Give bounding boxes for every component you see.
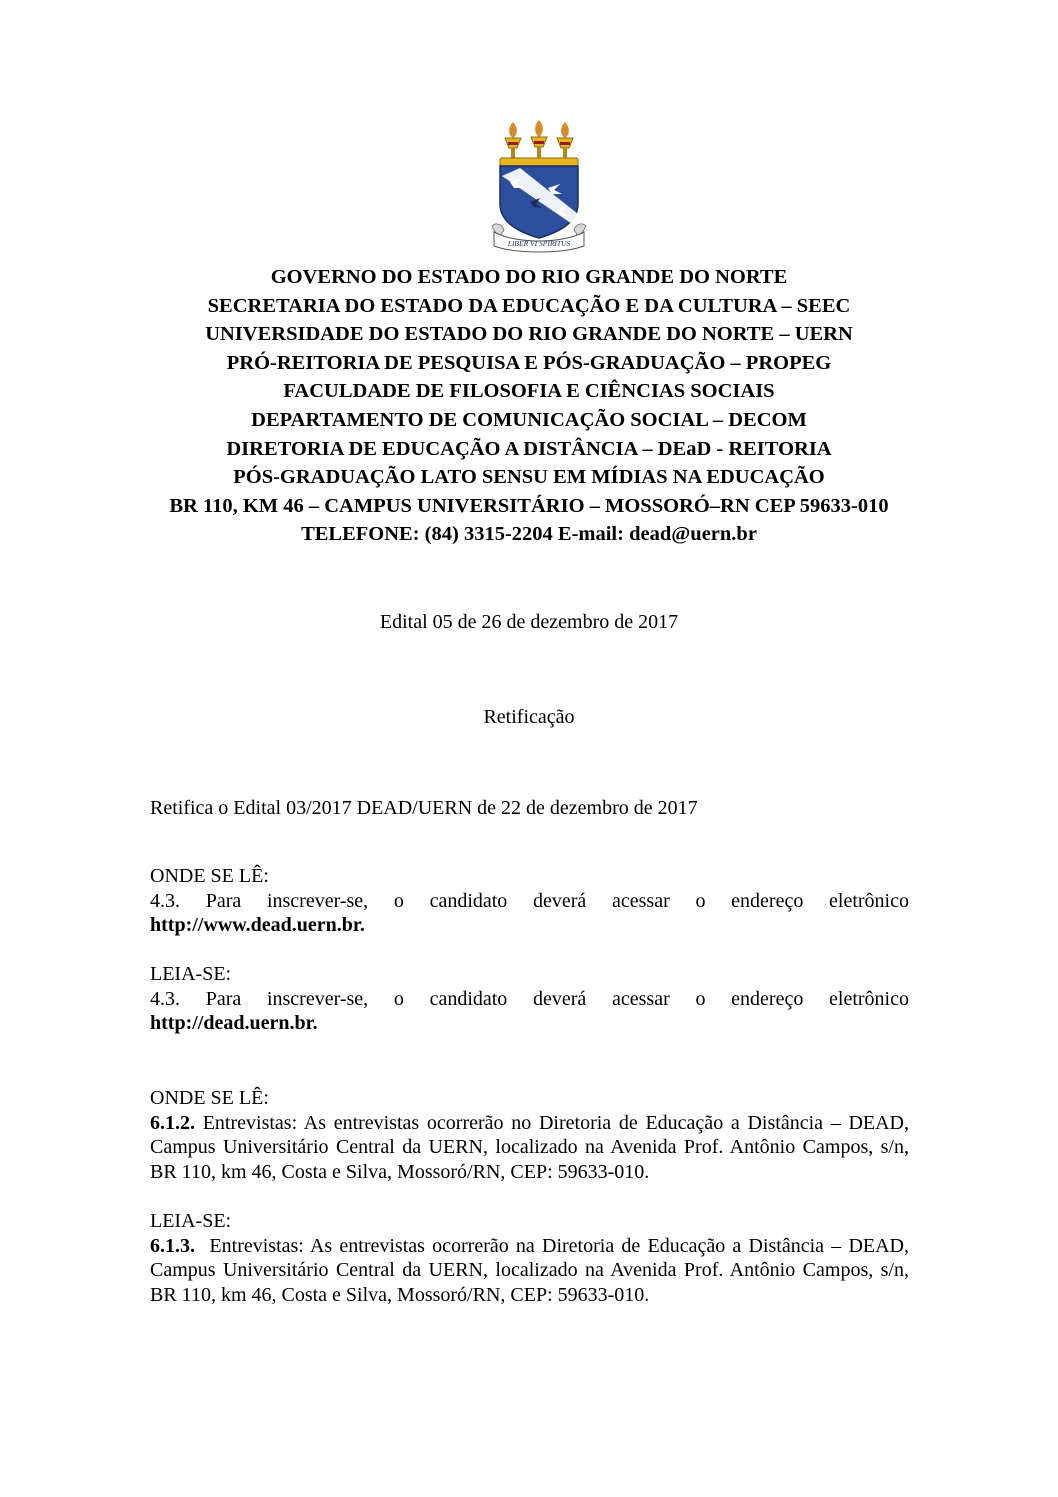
header-line-pro-rectory: PRÓ-REITORIA DE PESQUISA E PÓS-GRADUAÇÃO – PROPEG (226, 351, 832, 374)
new-url[interactable]: http://dead.uern.br. (150, 1012, 318, 1034)
document-title: Retificação (483, 706, 575, 728)
edital-heading: Edital 05 de 26 de dezembro de 2017 (379, 611, 679, 633)
clause-text: Entrevistas: As entrevistas ocorrerão na Diretoria de Educação a Distância – DEAD, Campus Universitário Central da UERN, localizado na Avenida Prof. Antônio Campos, s/n, BR 110, km 46, Costa e Silva, Mossoró/RN, CEP: 59633-010. (150, 1234, 909, 1306)
old-url[interactable]: http://www.dead.uern.br. (150, 914, 365, 936)
clause-paragraph (150, 1234, 909, 1308)
header-line-secretariat: SECRETARIA DO ESTADO DA EDUCAÇÃO E DA CULTURA – SEEC (207, 294, 851, 317)
header-line-program: PÓS-GRADUAÇÃO LATO SENSU EM MÍDIAS NA EDUCAÇÃO (233, 466, 825, 489)
header-line-contact: TELEFONE: (84) 3315-2204 E-mail: dead@uern.br (301, 523, 757, 546)
leia-se-label: LEIA-SE: (150, 963, 232, 985)
section-1-onde (150, 864, 909, 938)
crest-motto-text: LIBER VI SPIRITUS (507, 239, 571, 248)
header-line-government: GOVERNO DO ESTADO DO RIO GRANDE DO NORTE (270, 266, 788, 288)
onde-se-le-label: ONDE SE LÊ: (150, 1087, 269, 1109)
clause-text: 4.3. Para inscrever-se, o candidato deverá acessar o endereço eletrônico (150, 889, 909, 912)
header-line-department: DEPARTAMENTO DE COMUNICAÇÃO SOCIAL – DECOM (251, 408, 807, 431)
clause-number: 6.1.2. (150, 1111, 195, 1134)
section-2-leia (150, 1209, 909, 1307)
clause-text: 4.3. Para inscrever-se, o candidato deverá acessar o endereço eletrônico (150, 987, 909, 1010)
section-1-leia (150, 962, 909, 1036)
clause-number: 6.1.3. (150, 1234, 195, 1257)
section-2-onde (150, 1086, 909, 1184)
leia-se-label: LEIA-SE: (150, 1210, 232, 1232)
header-line-address: BR 110, KM 46 – CAMPUS UNIVERSITÁRIO – MOSSORÓ–RN CEP 59633-010 (169, 494, 889, 517)
header-line-university: UNIVERSIDADE DO ESTADO DO RIO GRANDE DO NORTE – UERN (205, 323, 853, 346)
header-line-faculty: FACULDADE DE FILOSOFIA E CIÊNCIAS SOCIAIS (283, 380, 775, 403)
crest-motto (486, 118, 592, 254)
clause-text: Entrevistas: As entrevistas ocorrerão no Diretoria de Educação a Distância – DEAD, Campus Universitário Central da UERN, localizado na Avenida Prof. Antônio Campos, s/n, BR 110, km 46, Costa e Silva, Mossoró/RN, CEP: 59633-010. (150, 1111, 909, 1183)
onde-se-le-label: ONDE SE LÊ: (150, 865, 269, 887)
clause-paragraph (150, 1111, 909, 1185)
intro-paragraph: Retifica o Edital 03/2017 DEAD/UERN de 22 de dezembro de 2017 (150, 797, 698, 819)
institution-header (120, 263, 938, 549)
header-line-directorate: DIRETORIA DE EDUCAÇÃO A DISTÂNCIA – DEaD - REITORIA (226, 437, 832, 460)
